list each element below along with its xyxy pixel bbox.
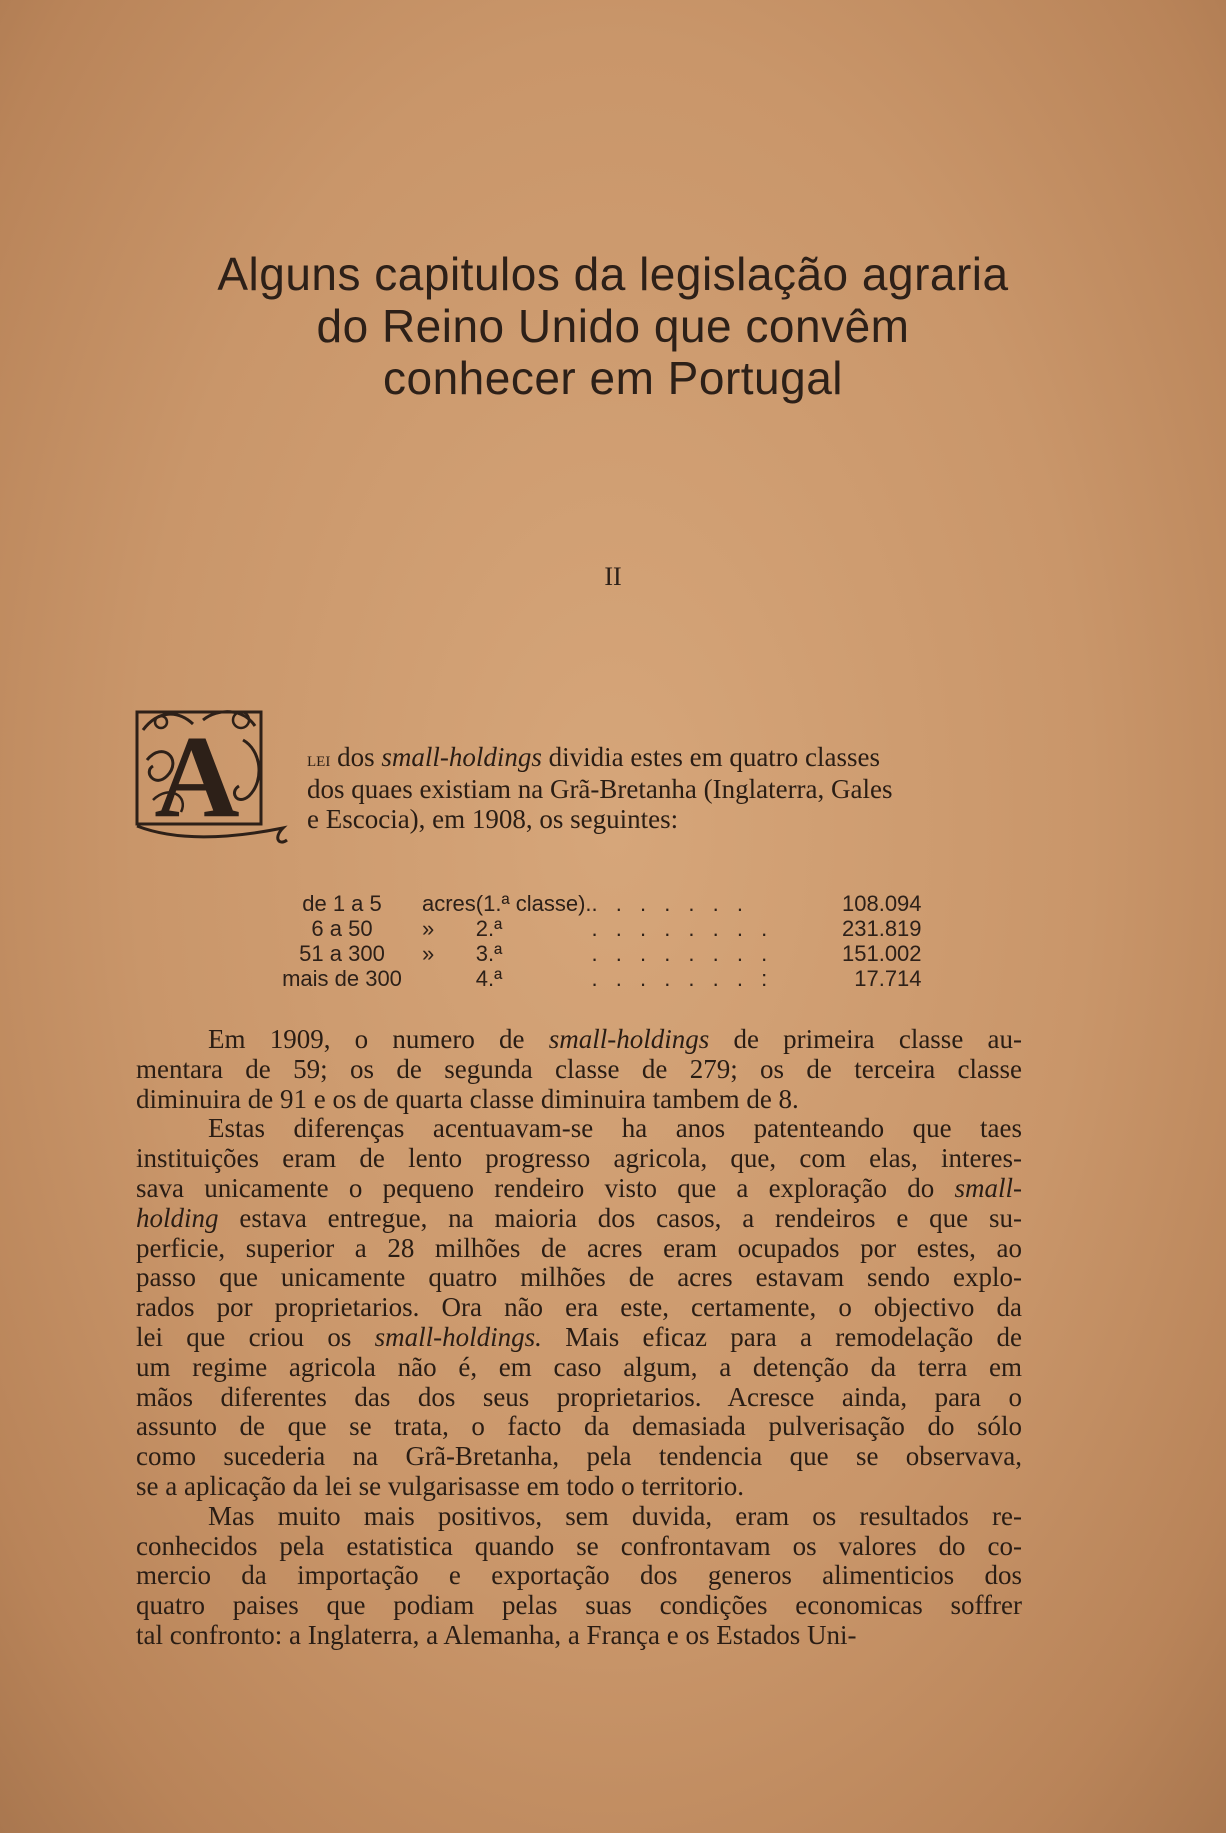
leader-dots: . . . . . . . : bbox=[591, 966, 774, 991]
chapter-title bbox=[0, 248, 1226, 404]
text-run: tal confronto: a Inglaterra, a Alemanha, a França e os Estados Uni- bbox=[136, 1619, 857, 1650]
text-line bbox=[136, 1621, 1022, 1651]
text-run: se a aplicação da lei se vulgarisasse em todo o territorio. bbox=[136, 1470, 745, 1501]
text-run: mentara de 59; os de segunda classe de 279; os de terceira classe bbox=[136, 1053, 1022, 1084]
class-range: mais de 300 bbox=[282, 966, 402, 991]
text-line bbox=[136, 1144, 1022, 1174]
class-label: 3.ª bbox=[475, 941, 503, 966]
lead-text: dividia estes em quatro classes bbox=[541, 742, 881, 772]
table-row bbox=[262, 966, 922, 991]
italic-term: holding bbox=[136, 1202, 219, 1233]
italic-term: small- bbox=[954, 1172, 1022, 1203]
text-line bbox=[136, 1442, 1022, 1472]
class-unit: acres bbox=[422, 891, 476, 916]
text-run: passo que unicamente quatro milhões de acres estavam sendo explo- bbox=[136, 1262, 1022, 1293]
lead-text: dos bbox=[330, 742, 382, 772]
class-label: (1.ª classe). bbox=[475, 891, 592, 916]
holdings-table bbox=[262, 891, 922, 991]
table-row bbox=[262, 891, 922, 916]
ornamental-dropcap bbox=[133, 700, 291, 858]
lead-word-lei: lei bbox=[307, 746, 331, 771]
class-label: 2.ª bbox=[475, 916, 503, 941]
class-unit bbox=[422, 966, 476, 991]
lead-line-2: dos quaes existiam na Grã-Bretanha (Inglaterra, Gales bbox=[307, 774, 893, 804]
dropcap-letter: A bbox=[154, 711, 240, 842]
text-line bbox=[136, 1532, 1022, 1562]
text-run: lei que criou os bbox=[136, 1321, 375, 1352]
class-count: 151.002 bbox=[842, 941, 922, 966]
title-line-2: do Reino Unido que convêm bbox=[316, 300, 910, 352]
text-line bbox=[136, 1412, 1022, 1442]
text-run: Estas diferenças acentuavam-se ha anos patenteando que taes bbox=[208, 1113, 1022, 1144]
text-run: Mais eficaz para a remodelação de bbox=[541, 1321, 1022, 1352]
italic-term: small-holdings bbox=[548, 1024, 710, 1054]
text-line bbox=[136, 1472, 1022, 1502]
lead-paragraph bbox=[307, 742, 1027, 834]
leader-dots: . . . . . . . . bbox=[591, 941, 774, 966]
text-run: instituições eram de lento progresso agricola, que, com elas, interes- bbox=[136, 1143, 1022, 1174]
text-line bbox=[136, 1561, 1022, 1591]
text-run: mãos diferentes das dos seus proprietarios. Acresce ainda, para o bbox=[136, 1381, 1022, 1412]
text-run: um regime agricola não é, em caso algum, a detenção da terra em bbox=[136, 1351, 1022, 1382]
text-line bbox=[136, 1055, 1022, 1085]
text-run: como sucederia na Grã-Bretanha, pela tendencia que se observava, bbox=[136, 1441, 1022, 1472]
text-line bbox=[136, 1383, 1022, 1413]
text-run: rados por proprietarios. Ora não era este, certamente, o objectivo da bbox=[136, 1292, 1022, 1323]
text-line bbox=[136, 1591, 1022, 1621]
text-run: estava entregue, na maioria dos casos, a rendeiros e que su- bbox=[218, 1202, 1022, 1233]
text-line bbox=[136, 1263, 1022, 1293]
title-line-1: Alguns capitulos da legislação agraria bbox=[217, 248, 1009, 300]
lead-line-3: e Escocia), em 1908, os seguintes: bbox=[307, 804, 679, 834]
class-label: 4.ª bbox=[475, 966, 503, 991]
body-text bbox=[136, 1025, 1022, 1651]
text-run: Em 1909, o numero de bbox=[208, 1024, 549, 1054]
text-line bbox=[136, 1114, 1022, 1144]
section-number: II bbox=[604, 562, 622, 591]
class-unit: » bbox=[422, 941, 435, 966]
text-line bbox=[136, 1204, 1022, 1234]
text-line bbox=[136, 1085, 1022, 1115]
text-line bbox=[136, 1025, 1022, 1055]
text-run: Mas muito mais positivos, sem duvida, eram os resultados re- bbox=[208, 1500, 1022, 1531]
text-run: quatro paises que podiam pelas suas condições economicas soffrer bbox=[136, 1590, 1022, 1621]
class-unit: » bbox=[422, 916, 435, 941]
class-range: 51 a 300 bbox=[299, 941, 385, 966]
italic-term: small-holdings. bbox=[374, 1321, 542, 1352]
class-range: 6 a 50 bbox=[311, 916, 373, 941]
table-row bbox=[262, 941, 922, 966]
leader-dots: . . . . . . . . bbox=[591, 916, 774, 941]
title-line-3: conhecer em Portugal bbox=[382, 352, 844, 404]
small-holdings-term: small-holdings bbox=[381, 742, 542, 772]
table-row bbox=[262, 916, 922, 941]
text-line bbox=[136, 1353, 1022, 1383]
text-line bbox=[136, 1174, 1022, 1204]
text-run: sava unicamente o pequeno rendeiro visto que a exploração do bbox=[136, 1172, 955, 1203]
class-count: 231.819 bbox=[842, 916, 922, 941]
text-run: de primeira classe au- bbox=[709, 1024, 1022, 1054]
text-run: conhecidos pela estatistica quando se confrontavam os valores do co- bbox=[136, 1530, 1022, 1561]
class-count: 17.714 bbox=[854, 966, 922, 991]
text-run: assunto de que se trata, o facto da demasiada pulverisação do sólo bbox=[136, 1411, 1022, 1442]
text-line bbox=[136, 1323, 1022, 1353]
text-line bbox=[136, 1502, 1022, 1532]
text-line bbox=[136, 1293, 1022, 1323]
text-run: perficie, superior a 28 milhões de acres eram ocupados por estes, ao bbox=[136, 1232, 1022, 1263]
text-run: mercio da importação e exportação dos generos alimenticios dos bbox=[136, 1560, 1022, 1591]
class-count: 108.094 bbox=[842, 891, 922, 916]
leader-dots: . . . . . . . bbox=[591, 891, 749, 916]
lead-line-1 bbox=[307, 742, 1027, 774]
text-run: diminuira de 91 e os de quarta classe diminuira tambem de 8. bbox=[136, 1083, 799, 1114]
text-line bbox=[136, 1234, 1022, 1264]
class-range: de 1 a 5 bbox=[302, 891, 382, 916]
